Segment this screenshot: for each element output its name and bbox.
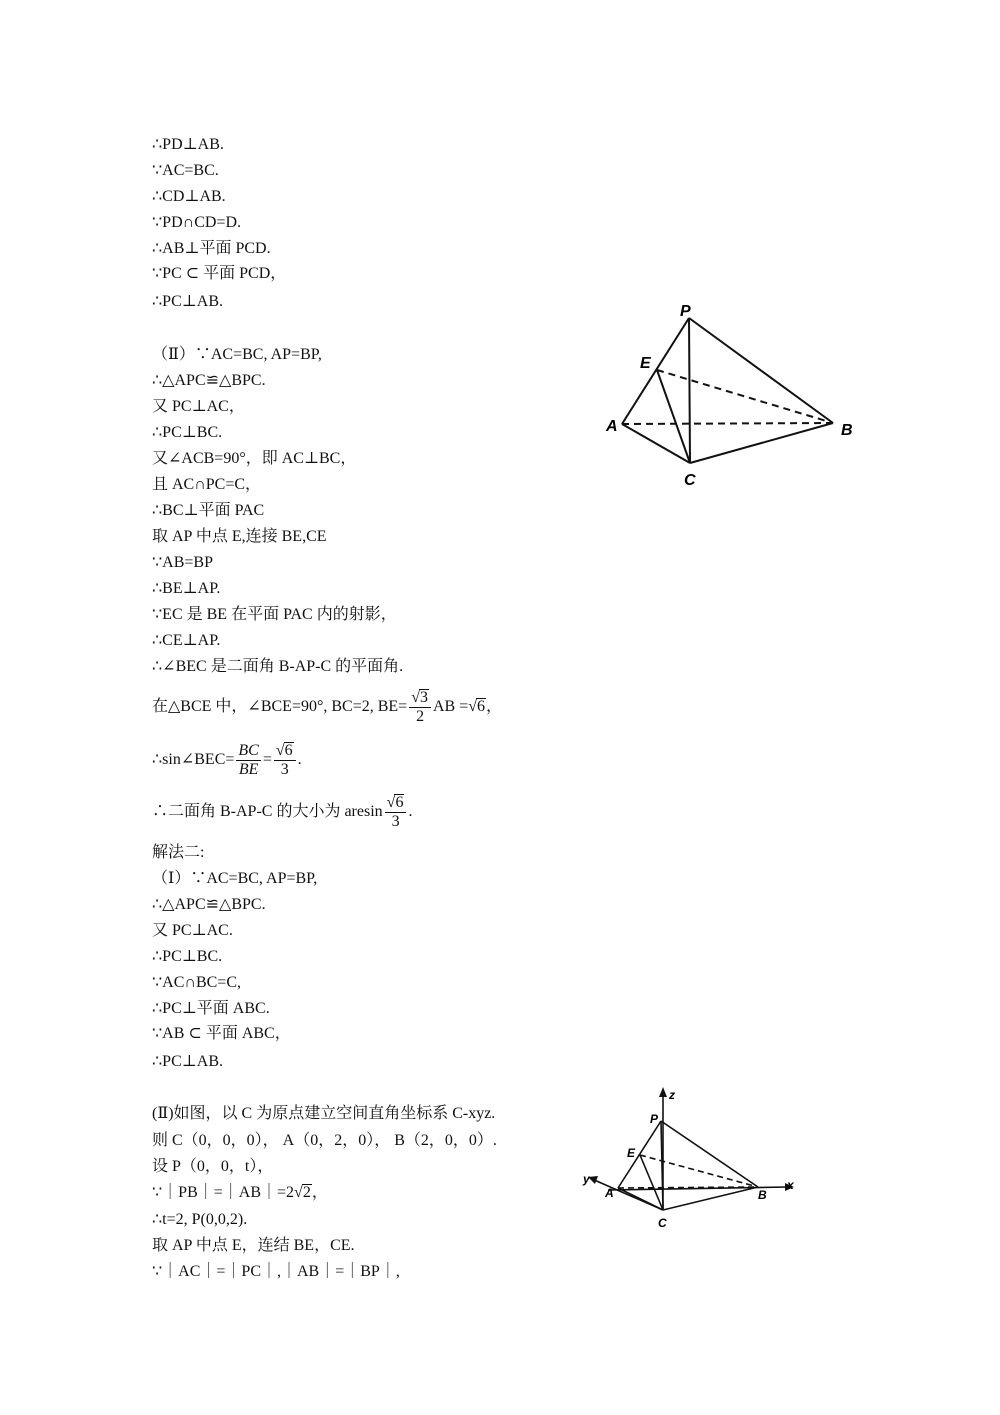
proof-line: 设 P（0，0，t）， <box>152 1158 274 1175</box>
proof-line: 又 PC⊥AC， <box>152 398 245 415</box>
proof-line: ∴PC⊥AB. <box>152 1053 224 1070</box>
proof-line: ∵EC 是 BE 在平面 PAC 内的射影， <box>152 606 397 623</box>
proof-line-be: 在△BCE 中，∠BCE=90°, BC=2, BE= $\frac{√3}{2}$ AB =√6， <box>152 688 503 725</box>
tetrahedron-figure <box>600 300 860 495</box>
label-b: B <box>841 422 853 439</box>
proof-line: ∵｜AC｜=｜PC｜,｜AB｜=｜BP｜, <box>152 1263 400 1280</box>
proof-line: (Ⅱ)如图，以 C 为原点建立空间直角坐标系 C-xyz. <box>152 1105 496 1122</box>
proof-line: ∴CE⊥AP. <box>152 632 221 649</box>
proof-line: ∵AC=BC. <box>152 162 219 179</box>
label-z: z <box>669 1088 675 1102</box>
label-p: P <box>650 1112 659 1126</box>
proof-line: ∴BC⊥平面 PAC <box>152 502 265 519</box>
label-x: x <box>787 1178 794 1192</box>
fraction: $\frac{√6}{3}$ <box>385 794 407 831</box>
label-a: A <box>606 418 618 435</box>
proof-line: 取 AP 中点 E,连接 BE,CE <box>152 528 327 545</box>
proof-line: ∵PD∩CD=D. <box>152 214 241 231</box>
sqrt: √6 <box>468 698 486 715</box>
fraction: $\frac{BC}{BE}$ <box>238 741 259 778</box>
proof-line: ∵AB ⊂ 平面 ABC， <box>152 1025 291 1042</box>
proof-line-pb: ∵｜PB｜=｜AB｜=2√2， <box>152 1184 328 1201</box>
label-e: E <box>627 1146 636 1160</box>
proof-line: ∴CD⊥AB. <box>152 188 226 205</box>
proof-line: （Ⅰ）∵AC=BC, AP=BP, <box>152 870 318 887</box>
proof-line: 且 AC∩PC=C， <box>152 476 262 493</box>
proof-line: 取 AP 中点 E，连结 BE，CE. <box>152 1237 355 1254</box>
proof-line: （Ⅱ）∵AC=BC, AP=BP, <box>152 346 322 363</box>
proof-line: 又 PC⊥AC. <box>152 922 233 939</box>
proof-line: ∴BE⊥AP. <box>152 580 221 597</box>
label-c: C <box>658 1216 667 1230</box>
proof-line: ∴△APC≌△BPC. <box>152 896 266 913</box>
proof-line: ∴PC⊥BC. <box>152 424 223 441</box>
proof-line: ∵AC∩BC=C, <box>152 974 241 991</box>
proof-line: ∴PC⊥BC. <box>152 948 223 965</box>
section-heading: 解法二: <box>152 844 205 861</box>
label-b: B <box>758 1188 767 1202</box>
fraction: $\frac{√3}{2}$ <box>409 689 431 726</box>
fraction: $\frac{√6}{3}$ <box>274 742 296 779</box>
proof-line-sin: ∴sin∠BEC= $\frac{BC}{BE}$ = $\frac{√6}{3}$ . <box>152 741 302 778</box>
proof-line: ∴t=2, P(0,0,2). <box>152 1211 248 1228</box>
label-e: E <box>640 355 651 372</box>
proof-line: ∴AB⊥平面 PCD. <box>152 240 271 257</box>
sqrt: √2 <box>294 1184 311 1201</box>
proof-line: ∴△APC≌△BPC. <box>152 372 266 389</box>
proof-line: ∴∠BEC 是二面角 B-AP-C 的平面角. <box>152 658 404 675</box>
proof-line: 则 C（0，0，0）， A（0，2，0）， B（2，0，0）. <box>152 1132 497 1149</box>
proof-line: ∴PD⊥AB. <box>152 136 224 153</box>
proof-line: ∵AB=BP <box>152 554 213 571</box>
label-y: y <box>583 1172 590 1186</box>
proof-line: ∵PC ⊂ 平面 PCD， <box>152 265 287 282</box>
label-c: C <box>684 472 696 489</box>
proof-line-answer: ∴二面角 B-AP-C 的大小为 aresin $\frac{√6}{3}$ . <box>152 793 413 830</box>
coordinate-figure <box>578 1085 808 1235</box>
label-p: P <box>680 303 691 320</box>
proof-line: 又∠ACB=90°，即 AC⊥BC， <box>152 450 357 467</box>
proof-line: ∴PC⊥平面 ABC. <box>152 1000 270 1017</box>
proof-line: ∴PC⊥AB. <box>152 293 224 310</box>
label-a: A <box>605 1186 614 1200</box>
